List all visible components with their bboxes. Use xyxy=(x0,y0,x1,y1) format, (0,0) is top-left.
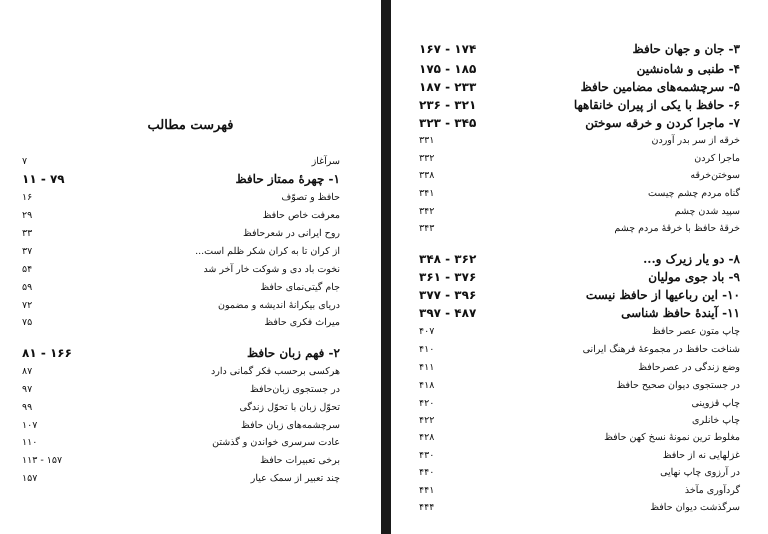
toc-entry-page: ۴۴۱ xyxy=(419,484,435,496)
toc-entry xyxy=(419,286,740,304)
toc-entry-title: چند تعبیر از سمک عیار xyxy=(250,472,340,484)
toc-entry-page: ۵۴ xyxy=(22,263,33,275)
toc-entry-title: ۳- جان و جهان حافظ xyxy=(632,42,740,56)
toc-entry-title: ۱۱- آیندهٔ حافظ شناسی xyxy=(621,306,740,320)
toc-entry-page: ۱۷۵ - ۱۸۵ xyxy=(419,62,477,76)
toc-entry-title: عادت سرسری خواندن و گذشتن xyxy=(212,436,340,448)
toc-entry-title: ۴- طنبی و شاه‌نشین xyxy=(636,62,740,76)
toc-entry xyxy=(22,224,340,242)
toc-entry-title: گردآوری مآخذ xyxy=(684,484,740,496)
toc-entry-title: سرآغاز xyxy=(311,155,340,167)
toc-entry-page: ۴۲۸ xyxy=(419,431,435,443)
toc-entry-page: ۳۴۳ xyxy=(419,222,435,234)
toc-entry-page: ۷ xyxy=(22,155,28,167)
toc-entry xyxy=(22,380,340,398)
toc-entry-page: ۹۷ xyxy=(22,383,33,395)
toc-entry-title: ۱۰- این رباعیها از حافظ نیست xyxy=(585,288,740,302)
toc-entry-title: سوختن‌خرقه xyxy=(690,169,740,181)
toc-entry xyxy=(22,170,340,188)
toc-entry-title: ۸- دو یار زیرک و... xyxy=(643,252,740,266)
toc-entry-page: ۴۴۰ xyxy=(419,466,435,478)
toc-entry-page: ۱۸۷ - ۲۳۳ xyxy=(419,80,477,94)
toc-entry xyxy=(22,469,340,487)
toc-entry-page: ۴۳۰ xyxy=(419,449,435,461)
toc-entry-page: ۱۵۷ xyxy=(22,472,38,484)
toc-entry-page: ۴۲۲ xyxy=(419,414,435,426)
toc-entry xyxy=(419,60,740,78)
toc-entry-page: ۸۷ xyxy=(22,365,33,377)
toc-entry-title: مغلوط ترین نمونهٔ نسخ کهن حافظ xyxy=(604,431,740,443)
toc-entry xyxy=(419,131,740,149)
toc-entry-title: شناخت حافظ در مجموعهٔ فرهنگ ایرانی xyxy=(582,343,740,355)
toc-entry xyxy=(22,296,340,314)
toc-entry-title: ۲- فهم زبان حافظ xyxy=(246,346,340,360)
toc-entry xyxy=(419,340,740,358)
toc-entry-page: ۴۰۷ xyxy=(419,325,435,337)
toc-entry-page: ۲۹ xyxy=(22,209,33,221)
toc-entry-page: ۳۶۱ - ۳۷۶ xyxy=(419,270,477,284)
toc-entry-title: غزلهایی نه از حافظ xyxy=(662,449,740,461)
toc-entry-title: ماجرا کردن xyxy=(694,152,740,164)
toc-entry xyxy=(22,344,340,362)
toc-entry xyxy=(419,376,740,394)
toc-entry-page: ۷۲ xyxy=(22,299,33,311)
toc-entry-title: میراث فکری حافظ xyxy=(264,316,340,328)
toc-entry xyxy=(419,411,740,429)
toc-entry-page: ۱۰۷ xyxy=(22,419,38,431)
toc-entry xyxy=(22,451,340,469)
toc-entry-title: چاپ قزوینی xyxy=(691,397,740,409)
toc-entry-title: چاپ خانلری xyxy=(692,414,740,426)
toc-entry-title: گناه مردم چشم چیست xyxy=(648,187,740,199)
toc-entry-page: ۴۴۴ xyxy=(419,501,435,513)
toc-entry-title: برخی تعبیرات حافظ xyxy=(260,454,340,466)
toc-entry xyxy=(419,202,740,220)
toc-entry xyxy=(419,40,740,58)
toc-entry-page: ۹۹ xyxy=(22,401,33,413)
toc-entry xyxy=(419,96,740,114)
toc-entry-page: ۳۲۳ - ۳۴۵ xyxy=(419,116,477,130)
toc-entry xyxy=(22,278,340,296)
toc-entry-page: ۴۱۱ xyxy=(419,361,435,373)
toc-entry-title: دریای بیکرانهٔ اندیشه و مضمون xyxy=(217,299,340,311)
right-page xyxy=(391,0,768,534)
toc-entry-title: در آرزوی چاپ نهایی xyxy=(660,466,740,478)
book-gutter xyxy=(381,0,391,534)
toc-entry xyxy=(419,394,740,412)
toc-entry-title: ۱- چهرهٔ ممتاز حافظ xyxy=(235,172,340,186)
toc-entry-title: تحوّل زبان با تحوّل زندگی xyxy=(239,401,340,413)
toc-entry-page: ۳۴۱ xyxy=(419,187,435,199)
toc-entry-page: ۳۳ xyxy=(22,227,33,239)
toc-entry-page: ۳۴۲ xyxy=(419,205,435,217)
toc-entry-title: ۹- باد جوی مولیان xyxy=(648,270,740,284)
toc-entry-page: ۵۹ xyxy=(22,281,33,293)
toc-entry-title: ۷- ماجرا کردن و خرقه سوختن xyxy=(585,116,740,130)
toc-entry xyxy=(419,250,740,268)
toc-entry-title: روح ایرانی در شعرحافظ xyxy=(242,227,340,239)
toc-entry xyxy=(419,498,740,516)
toc-entry xyxy=(22,242,340,260)
toc-entry xyxy=(419,149,740,167)
toc-entry-page: ۳۷ xyxy=(22,245,33,257)
toc-entry-title: ۶- حافظ با یکی از پیران خانقاهها xyxy=(573,98,740,112)
toc-entry xyxy=(419,358,740,376)
toc-entry xyxy=(419,78,740,96)
toc-entry-title: ۵- سرچشمه‌های مضامین حافظ xyxy=(580,80,740,94)
toc-entry xyxy=(22,313,340,331)
toc-entry-page: ۴۱۸ xyxy=(419,379,435,391)
toc-entry-page: ۷۵ xyxy=(22,316,33,328)
toc-entry-page: ۸۱ - ۱۶۶ xyxy=(22,346,72,360)
toc-entry xyxy=(22,416,340,434)
toc-entry xyxy=(419,304,740,322)
toc-entry xyxy=(419,166,740,184)
toc-entry xyxy=(22,188,340,206)
toc-entry-page: ۳۷۷ - ۳۹۶ xyxy=(419,288,477,302)
toc-entry-title: از کران تا به کران شکر ظلم است... xyxy=(195,245,340,257)
toc-entry xyxy=(419,219,740,237)
toc-entry-title: سپید شدن چشم xyxy=(674,205,740,217)
toc-entry xyxy=(419,481,740,499)
toc-entry xyxy=(22,362,340,380)
toc-entry xyxy=(22,206,340,224)
toc-entry-title: خرقه از سر بدر آوردن xyxy=(651,134,740,146)
toc-entry-page: ۱۱۰ xyxy=(22,436,38,448)
toc-entry-page: ۳۳۸ xyxy=(419,169,435,181)
toc-entry xyxy=(419,184,740,202)
toc-entry xyxy=(419,268,740,286)
toc-entry-title: در جستجوی دیوان صحیح حافظ xyxy=(616,379,740,391)
toc-entry xyxy=(419,463,740,481)
toc-entry-page: ۴۲۰ xyxy=(419,397,435,409)
toc-entry-page: ۱۶۷ - ۱۷۴ xyxy=(419,42,477,56)
toc-entry-page: ۳۳۲ xyxy=(419,152,435,164)
left-page xyxy=(0,0,381,534)
toc-entry-title: هرکسی برحسب فکر گمانی دارد xyxy=(211,365,340,377)
toc-entry xyxy=(419,428,740,446)
toc-entry-page: ۴۱۰ xyxy=(419,343,435,355)
toc-entry-title: در جستجوی زبان‌حافظ xyxy=(250,383,340,395)
toc-entry xyxy=(419,446,740,464)
toc-entry-title: سرگذشت دیوان حافظ xyxy=(650,501,740,513)
toc-entry-title: خرقهٔ حافظ با خرقهٔ مردم چشم xyxy=(614,222,740,234)
toc-entry xyxy=(419,114,740,132)
toc-entry-page: ۲۳۶ - ۳۲۱ xyxy=(419,98,477,112)
toc-entry-title: معرفت خاص حافظ xyxy=(262,209,340,221)
toc-entry-title: چاپ متون عصر حافظ xyxy=(651,325,740,337)
toc-entry-title: نخوت باد دی و شوکت خار آخر شد xyxy=(203,263,340,275)
toc-entry-page: ۳۳۱ xyxy=(419,134,435,146)
toc-entry-title: حافظ و تصوّف xyxy=(281,191,340,203)
toc-entry xyxy=(22,152,340,170)
toc-entry xyxy=(22,433,340,451)
toc-entry-page: ۳۹۷ - ۴۸۷ xyxy=(419,306,477,320)
toc-entry-page: ۱۱۳ - ۱۵۷ xyxy=(22,454,63,466)
toc-entry-title: وضع زندگی در عصرحافظ xyxy=(638,361,740,373)
toc-entry-page: ۱۶ xyxy=(22,191,33,203)
toc-entry-page: ۱۱ - ۷۹ xyxy=(22,172,65,186)
toc-entry-page: ۳۴۸ - ۳۶۲ xyxy=(419,252,477,266)
toc-entry-title: سرچشمه‌های زبان حافظ xyxy=(241,419,340,431)
toc-entry-title: جام گیتی‌نمای حافظ xyxy=(260,281,340,293)
toc-entry xyxy=(22,398,340,416)
toc-entry xyxy=(419,322,740,340)
toc-title: فهرست مطالب xyxy=(147,118,234,133)
toc-entry xyxy=(22,260,340,278)
